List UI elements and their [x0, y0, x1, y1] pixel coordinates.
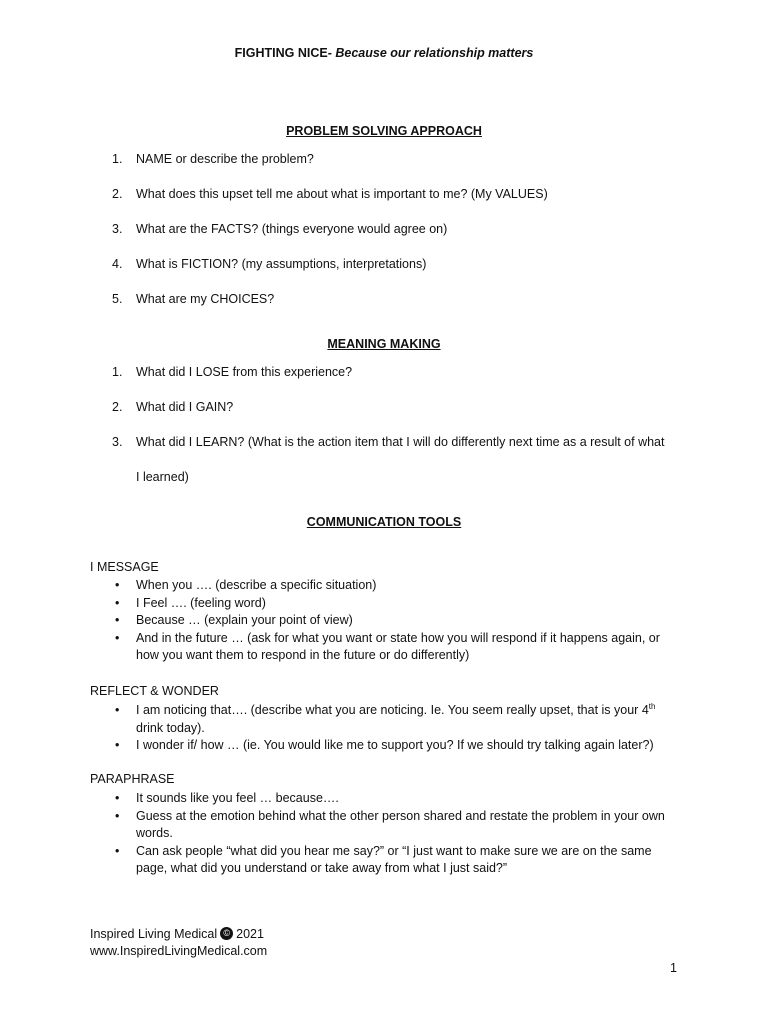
list-item: • I wonder if/ how … (ie. You would like me to support you? If we should try talking again later?) — [115, 738, 654, 752]
reflect-wonder-label: REFLECT & WONDER — [90, 684, 219, 698]
list-item: 2. What did I GAIN? — [112, 400, 234, 414]
paraphrase-label: PARAPHRASE — [90, 772, 175, 786]
list-item: • And in the future … (ask for what you want or state how you will respond if it happens again, or how you want them to respond in the future or do differently) — [115, 630, 660, 662]
paraphrase-list — [112, 790, 672, 878]
meaning-making-list — [112, 365, 712, 505]
list-item: 1. NAME or describe the problem? — [112, 152, 314, 166]
i-message-list — [112, 577, 672, 665]
list-item: 5. What are my CHOICES? — [112, 292, 275, 306]
communication-tools-heading: COMMUNICATION TOOLS — [306, 515, 462, 529]
footer-year: 2021 — [236, 927, 264, 941]
list-item: • I Feel …. (feeling word) — [115, 595, 266, 610]
list-item-continuation: I learned) — [136, 470, 189, 484]
list-item: • When you …. (describe a specific situation) — [115, 578, 377, 592]
list-item: 3. What did I LEARN? (What is the action item that I will do differently next time as a result of what — [112, 435, 665, 449]
document-title — [0, 46, 768, 60]
problem-solving-list — [112, 152, 712, 327]
list-item: 4. What is FICTION? (my assumptions, interpretations) — [112, 257, 427, 271]
title-main: FIGHTING NICE — [234, 46, 328, 60]
list-item: 2. What does this upset tell me about what is important to me? (My VALUES) — [112, 187, 548, 201]
list-item: • Guess at the emotion behind what the other person shared and restate the problem in your own words. — [115, 808, 665, 840]
i-message-label: I MESSAGE — [90, 560, 159, 574]
list-item: 1. What did I LOSE from this experience? — [112, 365, 353, 379]
list-item: 3. What are the FACTS? (things everyone would agree on) — [112, 222, 448, 236]
title-dash: - — [327, 46, 336, 60]
meaning-making-heading: MEANING MAKING — [327, 337, 441, 351]
footer — [90, 926, 267, 960]
reflect-wonder-list — [112, 702, 672, 755]
list-item: • I am noticing that…. (describe what you are noticing. Ie. You seem really upset, that is your 4th drink today). — [115, 701, 656, 735]
footer-website: www.InspiredLivingMedical.com — [90, 944, 268, 958]
list-item: • Because … (explain your point of view) — [115, 613, 353, 627]
footer-copyright-line — [90, 926, 267, 943]
footer-company: Inspired Living Medical — [90, 927, 218, 941]
list-item: • It sounds like you feel … because…. — [115, 791, 339, 805]
page-number: 1 — [670, 961, 677, 975]
copyright-icon: © — [220, 927, 233, 940]
list-item: • Can ask people “what did you hear me say?” or “I just want to make sure we are on the same page, what did you understand or take away from what I just said?” — [115, 843, 652, 875]
title-subtitle: Because our relationship matters — [335, 46, 534, 60]
problem-solving-heading: PROBLEM SOLVING APPROACH — [286, 124, 482, 138]
